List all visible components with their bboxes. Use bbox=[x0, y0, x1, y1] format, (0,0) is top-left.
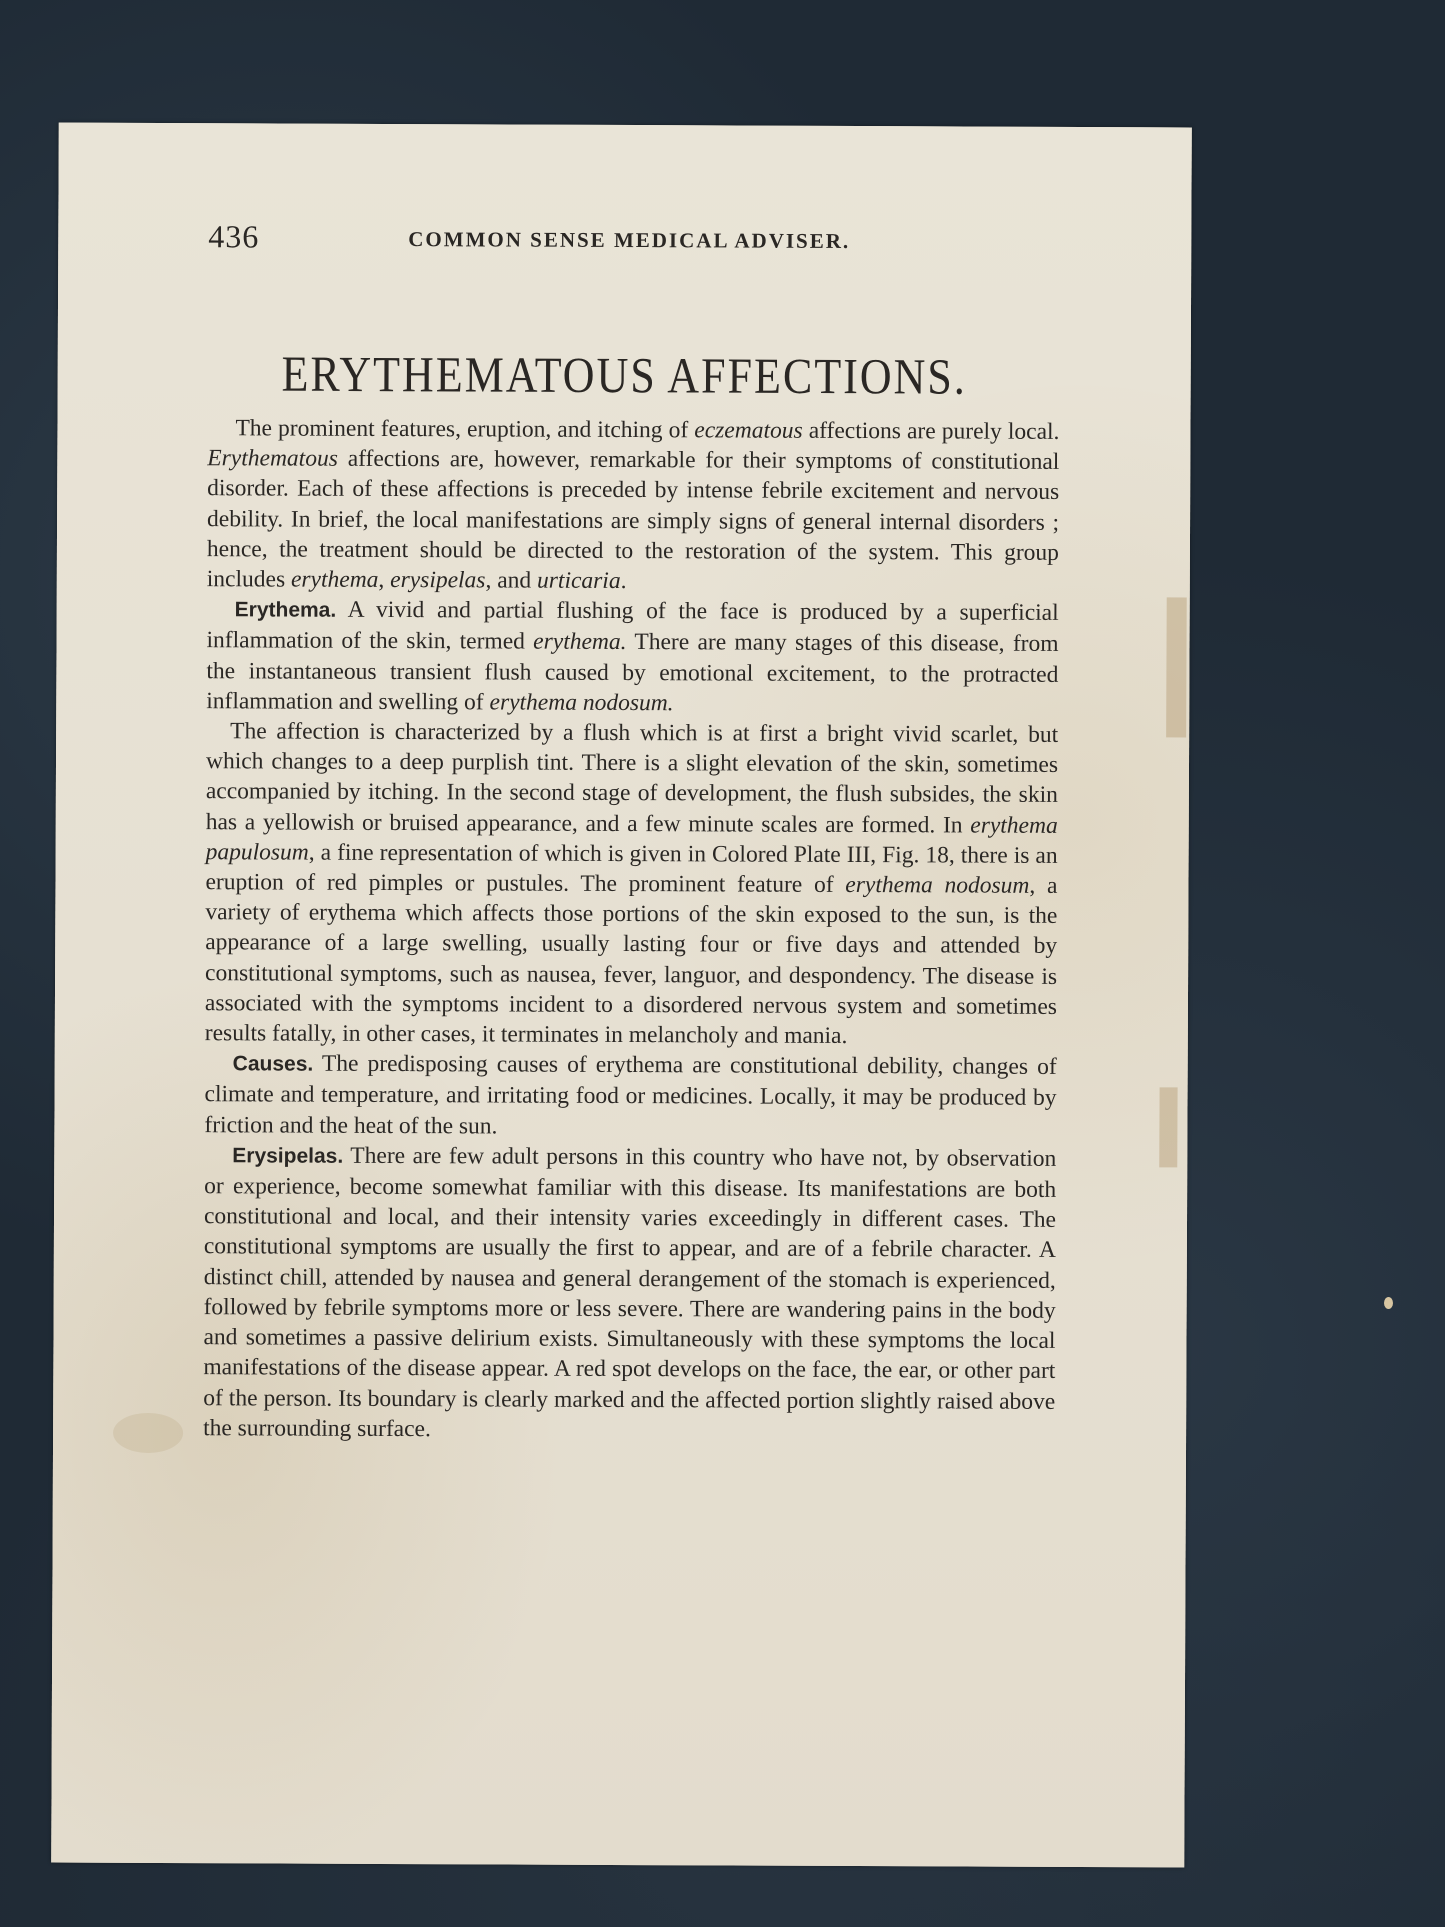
section-title: ERYTHEMATOUS AFFECTIONS. bbox=[281, 345, 967, 406]
italic-term: urticaria bbox=[537, 567, 621, 595]
runin-heading-erythema: Erythema. bbox=[234, 598, 337, 622]
text-run: There are few adult persons in this country who have not, by observation or experience, become somewhat familiar with this disease. Its manifestations are both constitutional and local, and their intensity varies exceedingly in different cases. The constitutional symptoms are usually the first to appear, and are of a febrile character. A distinct chill, attended by nausea and general derangement of the stomach is experienced, followed by febrile symptoms more or less severe. There are wandering pains in the body and sometimes a passive delirium exists. Simultaneously with these symptoms the local manifestations of the disease appear. A red spot develops on the face, the ear, or other part of the person. Its boundary is clearly marked and the affected portion slightly raised above the surrounding surface. bbox=[203, 1142, 1057, 1442]
text-run: , and bbox=[485, 567, 538, 594]
italic-term: erythema papulosum bbox=[205, 812, 1058, 866]
italic-term: erythema nodosum. bbox=[489, 689, 674, 717]
text-run: affections are, however, remarkable for their symptoms of constitutional disorder. Each of these affections is preceded by intense febrile excitement and nervous debility. In brief, the local manifestations are simply signs of general internal disorders ; hence, the treatment should be directed to the restoration of the system. This group includes bbox=[206, 445, 1060, 593]
text-run: The affection is characterized by a flush which is at first a bright vivid scarlet, but which changes to a deep purplish tint. There is a slight elevation of the skin, sometimes accompanied by itching. In the second stage of development, the flush subsides, the skin has a yellowish or bruised appearance, and a few minute scales are formed. In bbox=[205, 718, 1059, 839]
runin-heading-erysipelas: Erysipelas. bbox=[232, 1144, 344, 1168]
text-run: , bbox=[378, 566, 391, 594]
text-run: The predisposing causes of erythema are constitutional debility, changes of climate and temperature, and irritating food or medicines. Locally, it may be produced by friction and the heat of the sun. bbox=[204, 1050, 1057, 1140]
page-stain bbox=[1159, 1087, 1177, 1167]
text-run: There are many stages of this disease, from the instantaneous transient flush caused by emotional excitement, to the protracted inflammation and swelling of bbox=[206, 629, 1059, 716]
paragraph-erysipelas bbox=[203, 1140, 1056, 1447]
body-text bbox=[203, 413, 1059, 1447]
text-run: . bbox=[620, 568, 627, 595]
running-head bbox=[208, 218, 1051, 262]
carpet-speck bbox=[1384, 1297, 1393, 1309]
text-run: , a fine representation of which is given in Colored Plate III, Fig. 18, there is an eruption of red pimples or pustules. The prominent feature of bbox=[205, 839, 1058, 899]
page-stain bbox=[113, 1413, 183, 1453]
italic-term: erythema bbox=[290, 566, 379, 593]
page-number: 436 bbox=[208, 218, 260, 255]
text-run: , a variety of erythema which affects those portions of the skin exposed to the sun, is the appearance of a large swelling, usually lasting four or five days and attended by constitutional symptoms, such as nausea, fever, languor, and despondency. The disease is associated with the symptoms incident to a disordered nervous system and sometimes results fatally, in other cases, it terminates in melancholy and mania. bbox=[204, 872, 1058, 1050]
italic-term: Erythematous bbox=[207, 445, 338, 472]
italic-term: eczematous bbox=[694, 417, 803, 444]
paragraph-causes bbox=[204, 1048, 1056, 1143]
italic-term: erysipelas bbox=[390, 567, 486, 594]
text-run: The prominent features, eruption, and itching of bbox=[235, 415, 695, 444]
italic-term: erythema nodosum bbox=[845, 872, 1030, 899]
page-stain bbox=[1166, 597, 1187, 737]
runin-heading-causes: Causes. bbox=[232, 1052, 314, 1076]
running-title: COMMON SENSE MEDICAL ADVISER. bbox=[408, 227, 851, 253]
text-run: affections are purely local. bbox=[802, 417, 1060, 445]
book-page bbox=[51, 123, 1192, 1868]
paragraph-intro bbox=[207, 413, 1060, 598]
italic-term: erythema. bbox=[533, 629, 627, 656]
paragraph-affection bbox=[205, 716, 1058, 1052]
paragraph-erythema bbox=[206, 594, 1059, 720]
text-run: A vivid and partial flushing of the face is produced by a superficial inflammation of the skin, termed bbox=[206, 596, 1059, 656]
